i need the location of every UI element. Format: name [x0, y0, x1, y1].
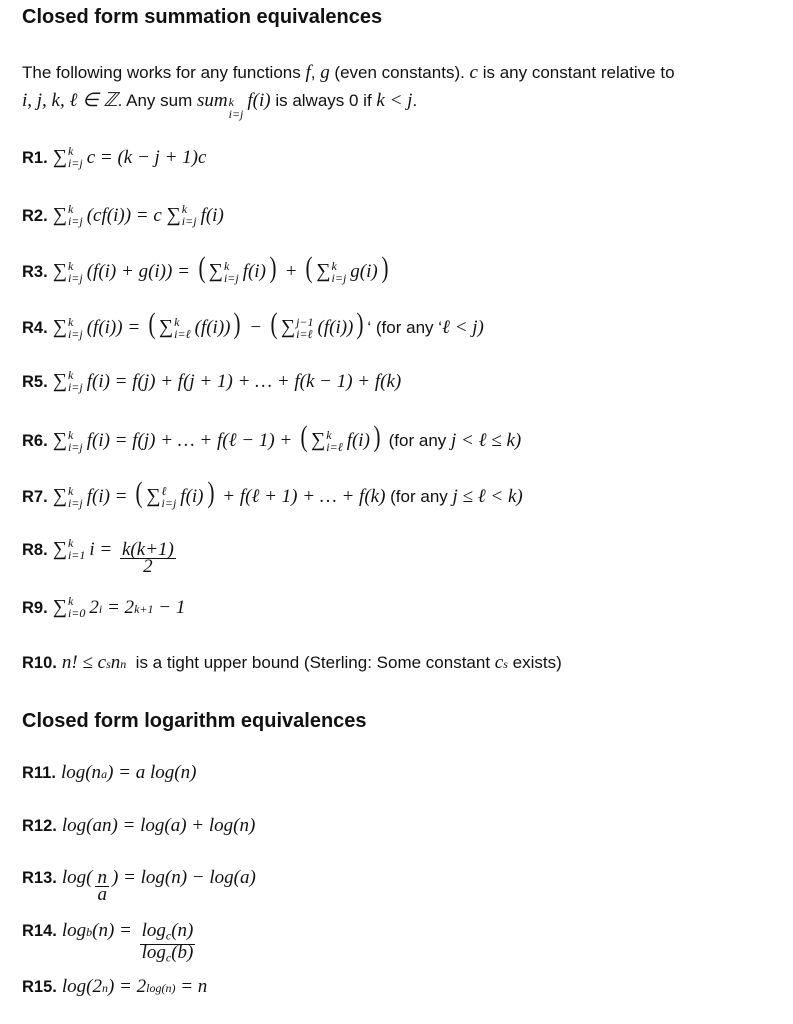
summation [167, 203, 197, 227]
rule-r1 [22, 145, 206, 169]
math-expression: f(i) [247, 90, 271, 111]
math-expression: f(i) [200, 204, 224, 226]
big-paren: ( [135, 476, 143, 509]
math-expression: c = (k − j + 1)c [86, 146, 207, 168]
superscript: a [101, 767, 108, 781]
math-expression: f(i) = [86, 486, 133, 507]
sum-upper-limit: k [331, 258, 337, 273]
sum-lower-limit: i=j [228, 107, 244, 121]
math-expression: f(i) = f(j) + f(j + 1) + … + f(k − 1) + f(k) [86, 370, 402, 392]
sigma-symbol: ∑ [280, 316, 296, 338]
fraction-denominator [143, 555, 153, 577]
math-expression: g [320, 62, 330, 83]
sum-limits [68, 145, 83, 169]
sum-upper-limit: k [326, 427, 332, 442]
sum-upper-limit: k [67, 594, 74, 608]
subscript: b [86, 925, 93, 939]
summation [311, 429, 343, 453]
big-paren: ( [305, 251, 313, 284]
sigma-symbol: ∑ [52, 537, 67, 560]
fraction [120, 538, 176, 577]
superscript: log(n) [146, 981, 176, 995]
math-expression: ) = a log(n) [107, 762, 197, 783]
sum-lower-limit: i=j [67, 326, 83, 341]
sigma-symbol: ∑ [316, 260, 331, 282]
sum-limits [332, 260, 347, 284]
sum-lower-limit: i=j [67, 156, 83, 170]
rule-label: R6. [22, 432, 48, 450]
sum-upper-limit: j−1 [296, 314, 314, 329]
math-expression: (f(i)) [317, 317, 354, 338]
math-expression: c [494, 652, 504, 673]
math-expression: ) = 2 [107, 976, 147, 997]
intro-line [22, 89, 417, 120]
sum-lower-limit: i=ℓ [296, 326, 313, 341]
math-expression: (f(i)) = [86, 317, 145, 338]
sum-lower-limit: i=j [67, 439, 83, 454]
sum-lower-limit: i=j [67, 380, 83, 394]
rule-label: R10. [22, 654, 57, 672]
big-paren: ( [198, 251, 206, 284]
sum-limits [68, 316, 83, 340]
math-expression: f(i) [242, 261, 266, 282]
math-expression: g(i) [350, 261, 378, 282]
sum-upper-limit: k [67, 483, 74, 498]
math-expression: sum [196, 90, 228, 111]
math-expression: n [110, 652, 121, 673]
section-title-summation: Closed form summation equivalences [22, 6, 383, 28]
rule-label: R4. [22, 319, 48, 337]
text-segment: (even constants). [329, 63, 470, 82]
math-expression: j ≤ ℓ < k) [452, 486, 523, 507]
subscript: c [165, 928, 172, 943]
summation [53, 595, 86, 619]
sum-lower-limit: i=j [67, 270, 83, 285]
big-paren: ) [207, 476, 215, 509]
text-segment: is any constant relative to [477, 63, 675, 82]
math-expression: (n) [171, 920, 194, 941]
superscript: i [98, 601, 103, 616]
sum-upper-limit: k [228, 95, 234, 109]
math-expression: − [244, 317, 267, 338]
sigma-symbol: ∑ [52, 485, 67, 507]
sum-lower-limit: i=j [331, 270, 347, 285]
sum-limits [296, 316, 313, 340]
rule-r8 [22, 537, 179, 575]
math-expression: (b) [171, 941, 194, 963]
subscript: c [165, 950, 172, 965]
math-expression: (f(i)) [194, 317, 231, 338]
big-paren: ) [269, 251, 277, 284]
rule-r11 [22, 762, 196, 784]
math-expression: c [469, 62, 478, 83]
rule-r3 [22, 251, 392, 285]
rule-label: R3. [22, 263, 48, 281]
summation [53, 145, 83, 169]
summation [53, 429, 83, 453]
sigma-symbol: ∑ [52, 260, 67, 282]
rule-r9 [22, 595, 185, 619]
rule-label: R13. [22, 869, 57, 887]
rule-label: R11. [22, 764, 56, 782]
rule-r10 [22, 652, 562, 674]
big-paren: ( [148, 307, 156, 340]
math-expression: f(i) = f(j) + … + f(ℓ − 1) + [86, 430, 297, 451]
rule-r15 [22, 976, 207, 998]
math-expression: log(an) = log(a) + log(n) [61, 815, 256, 836]
sum-upper-limit: k [67, 314, 74, 329]
sum-upper-limit: k [223, 258, 230, 273]
math-expression: k(k+1) [122, 538, 174, 560]
math-expression: a [97, 884, 107, 905]
sum-upper-limit: k [67, 368, 74, 382]
sum-upper-limit: k [67, 427, 74, 442]
summation [53, 485, 83, 509]
sum-upper-limit: k [181, 202, 188, 216]
rule-label: R12. [22, 817, 57, 835]
fraction [95, 867, 109, 905]
sigma-symbol: ∑ [52, 145, 67, 168]
math-expression: ℓ < j) [442, 317, 484, 338]
math-expression: i = [89, 538, 117, 560]
math-expression: f(i) [180, 486, 204, 507]
sigma-symbol: ∑ [52, 369, 67, 392]
rule-r12 [22, 815, 255, 837]
rule-label: R5. [22, 372, 48, 391]
rule-label: R8. [22, 540, 48, 559]
text-segment: (for any [383, 431, 452, 450]
math-expression: = 2 [102, 596, 135, 618]
text-segment: ‘ (for any ‘ [367, 318, 443, 337]
math-expression: log(n [60, 762, 102, 783]
math-expression: − 1 [153, 596, 186, 618]
sum-limits [68, 595, 85, 619]
big-paren: ) [373, 420, 381, 453]
sum-lower-limit: i=j [161, 495, 177, 510]
summation [159, 316, 191, 340]
sum-limits [326, 429, 342, 453]
rule-r6 [22, 420, 522, 454]
text-segment: , [310, 63, 321, 82]
sum-limits [68, 203, 83, 227]
section-title-logarithm: Closed form logarithm equivalences [22, 710, 367, 732]
math-expression: log( [61, 867, 93, 888]
math-expression: = n [175, 976, 208, 997]
sum-limits [162, 485, 177, 509]
text-segment: . Any sum [117, 91, 197, 110]
subscript: s [106, 657, 111, 671]
rule-label: R1. [22, 148, 48, 167]
summation [316, 260, 346, 284]
sigma-symbol: ∑ [52, 429, 67, 451]
rule-r2 [22, 203, 224, 227]
math-expression: i, j, k, ℓ ∈ ℤ [22, 90, 118, 111]
summation [228, 96, 244, 120]
big-paren: ) [233, 307, 241, 340]
rule-label: R15. [22, 978, 57, 996]
fraction-denominator [141, 941, 194, 966]
sigma-symbol: ∑ [311, 429, 326, 451]
math-expression: (f(i) + g(i)) = [86, 261, 195, 282]
math-expression: f [305, 62, 311, 83]
superscript: n [120, 657, 127, 671]
sum-upper-limit: ℓ [161, 483, 167, 498]
sigma-symbol: ∑ [52, 203, 67, 226]
sum-upper-limit: k [67, 144, 74, 158]
sum-limits [68, 485, 83, 509]
intro-line [22, 62, 675, 84]
rule-r4 [22, 307, 484, 341]
sum-limits [182, 203, 197, 227]
sum-lower-limit: i=j [67, 214, 83, 228]
text-segment: exists) [507, 653, 562, 672]
summation [146, 485, 176, 509]
math-expression: (cf(i)) = c [86, 204, 167, 226]
rule-r7 [22, 476, 523, 510]
sigma-symbol: ∑ [166, 203, 181, 226]
math-expression: 2 [89, 596, 99, 618]
superscript: k+1 [134, 601, 154, 616]
fraction-denominator [97, 884, 107, 905]
sigma-symbol: ∑ [146, 485, 161, 507]
sum-lower-limit: i=j [181, 214, 197, 228]
math-expression: n [97, 867, 107, 888]
text-segment: . [412, 91, 418, 110]
math-expression: (n) = [92, 920, 137, 941]
summation [53, 316, 83, 340]
summation [281, 316, 314, 340]
sigma-symbol: ∑ [158, 316, 174, 338]
summation [53, 203, 83, 227]
rule-label: R9. [22, 598, 48, 617]
rule-label: R14. [22, 922, 57, 940]
text-segment: is always 0 if [270, 91, 377, 110]
sigma-symbol: ∑ [52, 316, 67, 338]
rule-r13 [22, 867, 256, 903]
big-paren: ) [356, 307, 364, 340]
sum-upper-limit: k [174, 314, 180, 329]
superscript: n [101, 981, 108, 995]
fraction [140, 920, 196, 965]
math-expression: 2 [143, 555, 153, 577]
sum-upper-limit: k [67, 202, 74, 216]
big-paren: ( [270, 307, 278, 340]
sum-limits [224, 260, 239, 284]
sigma-symbol: ∑ [52, 595, 67, 618]
summation [209, 260, 239, 284]
math-expression: j < ℓ ≤ k) [451, 430, 522, 451]
sum-limits [68, 369, 83, 393]
sum-limits [174, 316, 190, 340]
sum-upper-limit: k [67, 536, 74, 550]
sigma-symbol: ∑ [208, 260, 223, 282]
summation [53, 369, 83, 393]
sum-lower-limit: i=1 [67, 548, 86, 562]
math-expression: + [279, 261, 303, 282]
sum-limits [68, 260, 83, 284]
math-expression: + f(ℓ + 1) + … + f(k) [217, 486, 386, 507]
text-segment: The following works for any functions [22, 63, 306, 82]
rule-r5 [22, 369, 401, 393]
sum-lower-limit: i=ℓ [174, 326, 191, 341]
math-expression: log [141, 941, 166, 963]
sum-lower-limit: i=j [223, 270, 239, 285]
math-expression: n! ≤ c [61, 652, 107, 673]
big-paren: ( [300, 420, 308, 453]
math-expression: log [141, 920, 166, 941]
math-expression: k < j [376, 90, 413, 111]
sum-limits [229, 96, 244, 120]
text-segment: (for any [385, 487, 453, 506]
rule-label: R2. [22, 206, 48, 225]
subscript: s [503, 657, 508, 671]
rule-r14 [22, 920, 198, 965]
rule-label: R7. [22, 488, 48, 506]
sum-lower-limit: i=j [67, 495, 83, 510]
sum-limits [68, 537, 85, 561]
text-segment: is a tight upper bound (Sterling: Some constant [126, 653, 495, 672]
sum-lower-limit: i=0 [67, 606, 86, 620]
summation [53, 260, 83, 284]
sum-upper-limit: k [67, 258, 74, 273]
math-expression: log [61, 920, 87, 941]
sum-limits [68, 429, 83, 453]
math-expression: log(2 [61, 976, 102, 997]
math-expression: f(i) [346, 430, 370, 451]
summation [53, 537, 86, 561]
big-paren: ) [381, 251, 389, 284]
math-expression: ) = log(n) − log(a) [111, 867, 256, 888]
sum-lower-limit: i=ℓ [326, 439, 343, 454]
